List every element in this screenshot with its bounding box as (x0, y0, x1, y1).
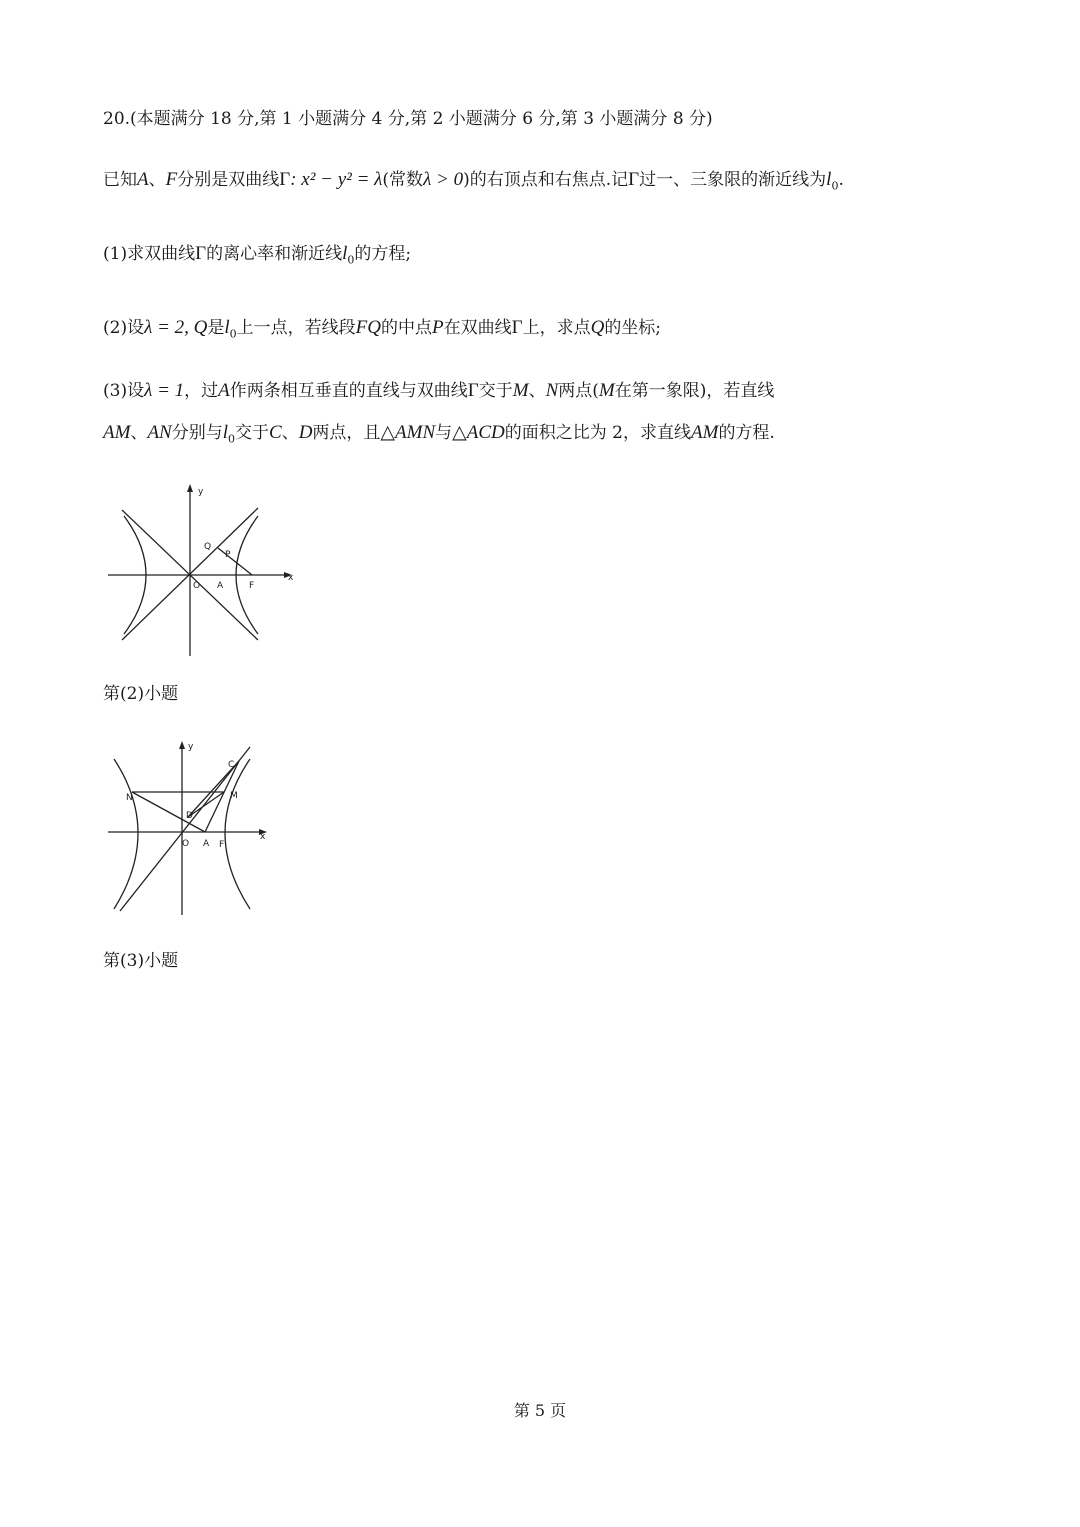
label-y: y (188, 742, 194, 752)
label-y: y (198, 487, 204, 497)
label-O: O (182, 839, 190, 849)
label-A: A (203, 839, 210, 849)
label-Q: Q (204, 542, 212, 552)
label-x: x (260, 832, 266, 842)
y-arrow (187, 484, 193, 492)
problem-header: 20.(本题满分 18 分,第 1 小题满分 4 分,第 2 小题满分 6 分,第 3 小题满分 8 分) (103, 109, 713, 129)
asymptote-l0 (120, 747, 250, 911)
question-2: (2)设λ = 2, Q是$l_0$上一点，若线段FQ的中点P在双曲线Γ上，求点Q的坐标; (103, 317, 662, 341)
figure-2-caption: 第(2)小题 (103, 684, 179, 704)
segment-NA (132, 792, 205, 832)
label-D: D (186, 811, 193, 821)
question-1: (1)求双曲线Γ的离心率和渐近线$l_0$的方程; (103, 243, 412, 267)
left-branch (114, 759, 138, 909)
label-x: x (288, 573, 294, 583)
hyperbola-diagram-3 (100, 735, 280, 920)
label-F: F (249, 581, 255, 591)
label-F: F (219, 840, 225, 850)
problem-intro: 已知A、F分别是双曲线Γ: x² − y² = λ(常数λ > 0)的右顶点和右焦点.记Γ过一、三象限的渐近线为$l_0$. (103, 169, 844, 193)
figure-3-caption: 第(3)小题 (103, 951, 179, 971)
label-M: M (230, 791, 238, 801)
hyperbola-diagram-2 (100, 478, 310, 663)
label-C: C (228, 760, 235, 770)
question-3-line-1: (3)设λ = 1，过A作两条相互垂直的直线与双曲线Γ交于M、N两点(M在第一象限)，若直线 (103, 380, 775, 401)
label-P: P (225, 550, 231, 560)
label-A: A (217, 581, 224, 591)
page-number: 第 5 页 (513, 1401, 567, 1420)
y-arrow (179, 741, 185, 749)
figure-part-3 (100, 735, 280, 924)
label-O: O (193, 581, 201, 591)
figure-part-2 (100, 478, 310, 667)
question-3-line-2: AM、AN分别与$l_0$交于C、D两点，且△AMN与△ACD的面积之比为 2，求直线AM的方程. (103, 422, 775, 446)
label-N: N (126, 793, 133, 803)
segment-FQ (218, 548, 252, 575)
